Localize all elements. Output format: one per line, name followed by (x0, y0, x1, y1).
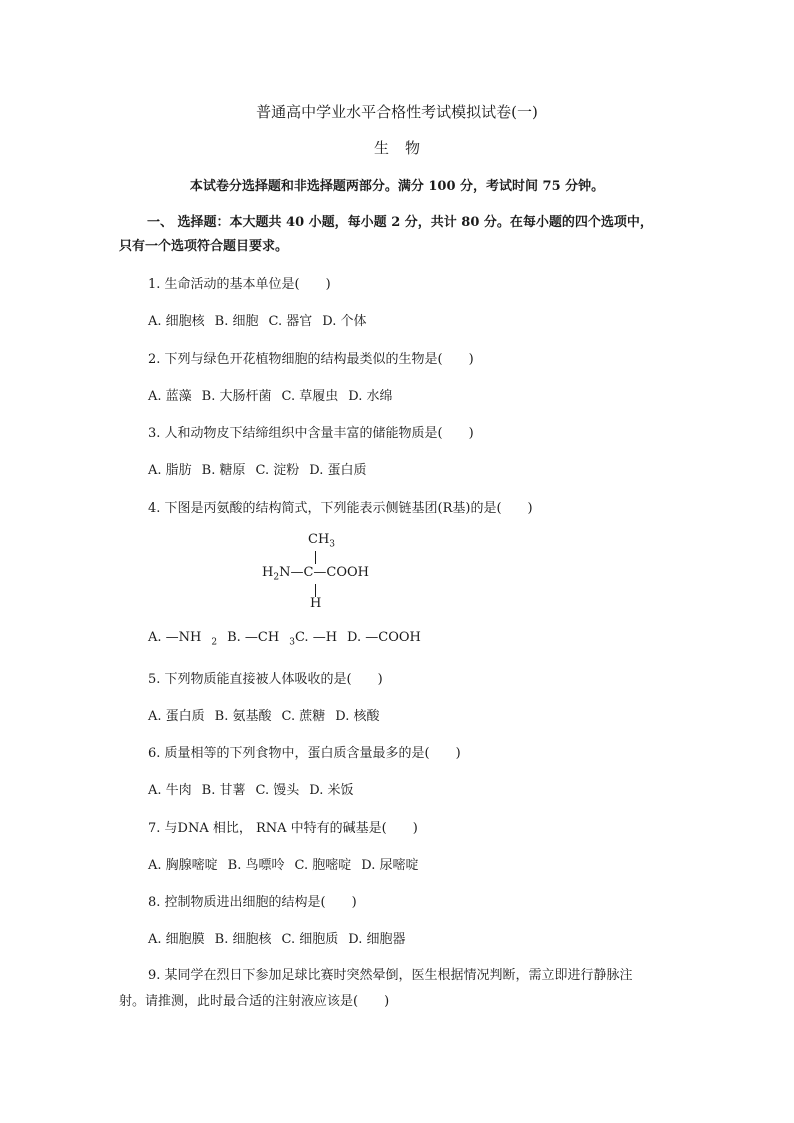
page-title: 普通高中学业水平合格性考试模拟试卷(一) (256, 103, 538, 121)
exam-intro: 本试卷分选择题和非选择题两部分。满分 100 分，考试时间 75 分钟。 (189, 179, 605, 194)
option: D. —COOH (347, 630, 421, 645)
formula-h: H (310, 596, 322, 611)
option: A. 细胞核 (148, 314, 205, 329)
option: D. 个体 (322, 314, 367, 329)
option: A. 蓝藻 (148, 389, 192, 404)
question-3-options (148, 459, 376, 478)
formula-main-chain: $H_2N—C—COOH$ (262, 565, 369, 583)
question-6-options (148, 779, 363, 798)
subject-char-1: 生 (373, 139, 389, 157)
section-line-2: 只有一个选项符合题目要求。 (119, 239, 289, 254)
option: C. —H (294, 630, 338, 645)
option: D. 核酸 (335, 709, 380, 724)
alanine-structure-formula (262, 532, 402, 614)
question-9-line-1: 9. 某同学在烈日下参加足球比赛时突然晕倒，医生根据情况判断，需立即进行静脉注 (148, 968, 633, 983)
option: A. 脂肪 (148, 463, 192, 478)
option: C. 胞嘧啶 (294, 858, 352, 873)
question-4-stem: 4. 下图是丙氨酸的结构简式，下列能表示侧链基团(R基)的是( ) (148, 501, 533, 516)
question-5-options (148, 705, 389, 724)
option: D. 米饭 (309, 783, 354, 798)
question-2-stem: 2. 下列与绿色开花植物细胞的结构最类似的生物是( ) (148, 352, 474, 367)
option: C. 细胞质 (281, 932, 339, 947)
section-line-1: 一、 选择题：本大题共 40 小题，每小题 2 分，共计 80 分。在每小题的四个选项中， (147, 215, 653, 230)
section-instructions (119, 211, 679, 259)
question-8-stem: 8. 控制物质进出细胞的结构是( ) (148, 895, 357, 910)
question-3-stem: 3. 人和动物皮下结缔组织中含量丰富的储能物质是( ) (148, 426, 474, 441)
option: B. 氨基酸 (214, 709, 272, 724)
option: C. 馒头 (255, 783, 300, 798)
question-1-stem: 1. 生命活动的基本单位是( ) (148, 277, 331, 292)
option: D. 蛋白质 (309, 463, 367, 478)
subject-heading (0, 137, 794, 158)
option: D. 尿嘧啶 (361, 858, 419, 873)
question-7-stem: 7. 与DNA 相比， RNA 中特有的碱基是( ) (148, 821, 418, 836)
question-8-options (148, 928, 415, 947)
option: A. —NH $_2$ (148, 630, 218, 648)
formula-bond-top (315, 551, 316, 564)
question-9-line-2: 射。请推测，此时最合适的注射液应该是( ) (119, 994, 390, 1009)
option: D. 水绵 (348, 389, 393, 404)
question-5-stem: 5. 下列物质能直接被人体吸收的是( ) (148, 672, 383, 687)
question-6-stem: 6. 质量相等的下列食物中，蛋白质含量最多的是( ) (148, 746, 461, 761)
option: C. 草履虫 (281, 389, 339, 404)
option: B. 鸟嘌呤 (227, 858, 285, 873)
subject-char-2: 物 (405, 139, 421, 157)
option: B. 大肠杆菌 (201, 389, 272, 404)
question-4-options (148, 630, 431, 648)
option: B. 糖原 (201, 463, 246, 478)
option: A. 胸腺嘧啶 (148, 858, 218, 873)
option: C. 淀粉 (255, 463, 300, 478)
option: A. 牛肉 (148, 783, 192, 798)
option: A. 蛋白质 (148, 709, 205, 724)
question-9 (119, 963, 679, 1015)
option: C. 器官 (268, 314, 313, 329)
option: B. 细胞 (214, 314, 259, 329)
option: D. 细胞器 (348, 932, 406, 947)
option: B. 细胞核 (214, 932, 272, 947)
option: C. 蔗糖 (281, 709, 326, 724)
question-7-options (148, 854, 428, 873)
question-2-options (148, 385, 402, 404)
option: B. —CH $_3$ (227, 630, 295, 648)
option: A. 细胞膜 (148, 932, 205, 947)
formula-ch3: $CH_3$ (308, 532, 336, 550)
question-1-options (148, 310, 376, 329)
option: B. 甘薯 (201, 783, 246, 798)
